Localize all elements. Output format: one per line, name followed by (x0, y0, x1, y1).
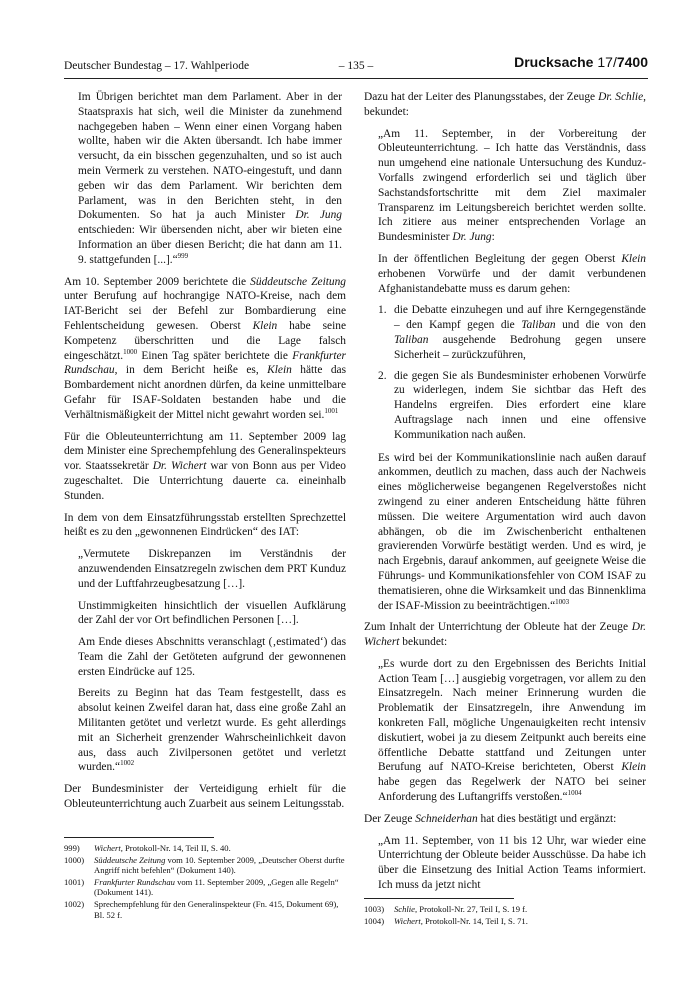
quote-paragraph: Bereits zu Beginn hat das Team festgestellt, dass es absolut keinen Zweifel daran hat, dass eine große Zahl an Militanten getötet und verletzt wurde. Es geht allerdings mit an Sicherheit grenzender Wahrscheinlichkeit davon aus, dass auch Zivilpersonen getötet und verletzt wurden.“$^{1002}$ (78, 687, 346, 774)
quote-paragraph: In der öffentlichen Begleitung der gegen Oberst Klein erhobenen Vorwürfe und der damit verbundenen Afghanistandebatte muss es darum gehen: (378, 252, 646, 295)
paragraph: Für die Obleuteunterrichtung am 11. September 2009 lag dem Minister eine Sprechempfehlung des Generalinspekteurs vor. Staatssekretär Dr. Wichert war von Bonn aus per Video zugeschaltet. Die Unterrichtung dauerte ca. eineinhalb Stunden. (64, 430, 346, 502)
paragraph: Zum Inhalt der Unterrichtung der Obleute hat der Zeuge Dr. Wichert bekundet: (364, 621, 646, 649)
footnote: 1000) Süddeutsche Zeitung vom 10. September 2009, „Deutscher Oberst durfte Angriff nicht befehlen“ (Dokument 140). (64, 854, 345, 876)
page-header (64, 54, 648, 78)
quote-paragraph: „Vermutete Diskrepanzen im Verständnis der anzuwendenden Einsatzregeln zwischen dem PRT Kunduz und der Luftfahrzeugbesatzung […]. (78, 548, 346, 590)
paragraph: Der Zeuge Schneiderhan hat dies bestätigt und ergänzt: (364, 812, 617, 825)
quote-paragraph: Am Ende dieses Abschnitts veranschlagt (‚estimated‘) das Team die Zahl der Getöteten aufgrund der gewonnenen ersten Eindrücke auf 125. (78, 636, 346, 678)
footnote: 1001) Frankfurter Rundschau vom 11. September 2009, „Gegen alle Regeln“ (Dokument 141). (64, 876, 339, 898)
footnote: 1002) Sprechempfehlung für den Generalinspekteur (Fn. 415, Dokument 69), Bl. 52 f. (64, 898, 339, 920)
footnote-ref: 999 (177, 251, 189, 260)
footnote-ref: 1004 (567, 789, 582, 798)
paragraph: Am 10. September 2009 berichtete die Süddeutsche Zeitung unter Berufung auf hochrangige NATO-Kreise, nach dem IAT-Bericht sei der Befehl zur Bombardierung eine Fehlentscheidung gewesen. Oberst Klein habe seine Kompetenz überschritten und die Lage falsch eingeschätzt.$^{1000}$ Einen Tag später berichtete die Frankfurter Rundschau, in dem Bericht heiße es, Klein hätte das Bombardement nicht anordnen dürfen, da keine unmittelbare Gefahr für ISAF-Soldaten bestanden habe und die Verhältnismäßigkeit der Mittel nicht gewahrt worden sei.$^{1001}$ (64, 275, 347, 421)
paragraph: Der Bundesminister der Verteidigung erhielt für die Obleuteunterrichtung auch Zuarbeit aus seinem Leitungsstab. (64, 783, 346, 811)
drucksache-num-a: 17/ (597, 54, 617, 70)
quote-paragraph: „Am 11. September, in der Vorbereitung der Obleuteunterrichtung. – Ich hatte das Verständnis, dass nun umgehend eine nationale Untersuchung des Kunduz-Vorfalls zwingend erforderlich sei und täglich über Sachstandsfortschritte mit dem Ziel maximaler Transparenz im Leitungsbereich berichtet werden sollte. Ich zitiere aus meiner entsprechenden Vorlage an Bundesminister Dr. Jung: (378, 127, 646, 244)
footnote: 999) Wichert, Protokoll-Nr. 14, Teil II, S. 40. (64, 843, 231, 853)
list-item: 1. die Debatte einzuhegen und auf ihre Kerngegenstände – den Kampf gegen die Taliban und die von den Taliban ausgehende Bedrohung gegen unsere Sicherheit – zurückzuführen, (378, 304, 646, 361)
quote-paragraph: Unstimmigkeiten hinsichtlich der visuellen Aufklärung der Zahl der vor Ort befindlichen Personen […]. (78, 599, 346, 627)
footnote-rule (64, 837, 214, 838)
paragraph: Dazu hat der Leiter des Planungsstabes, der Zeuge Dr. Schlie, bekundet: (364, 91, 646, 118)
footnote-rule (364, 898, 514, 899)
quote-paragraph: Im Übrigen berichtet man dem Parlament. Aber in der Staatspraxis hat sich, weil die Minister da zunehmend nachgegeben haben – Wenn einer einen Vorgang haben wollte, haben wir die Akten übersandt. Ich habe immer versucht, da ein bisschen gegenzuhalten, und so ist auch mein Vermerk zu verstehen. NATO-eingestuft, und dann geben wir das dem Parlament. Wir berichten dem Parlament, was in den Berichten steht, in den Dokumenten. So hat ja auch Minister Dr. Jung entschieden: Wir übersenden nicht, aber wir bieten eine Information an über diesen Bericht; die hat dann am 11. 9. stattgefunden [...].“$^{999}$ (78, 91, 342, 266)
footnote-ref: 1001 (324, 406, 339, 415)
header-rule (64, 78, 648, 79)
page-number: – 135 – (338, 60, 374, 72)
left-column (64, 90, 346, 819)
footnote-ref: 1002 (120, 759, 135, 768)
drucksache-label: Drucksache (514, 54, 594, 70)
document-number (514, 54, 648, 70)
right-column (364, 90, 646, 900)
quote-paragraph: „Am 11. September, von 11 bis 12 Uhr, war wieder eine Unterrichtung der Obleute beider Ausschüsse. Da habe ich über die Einsetzung des Initial Action Teams informiert. Ich muss da jetzt nicht (378, 834, 646, 892)
paragraph: In dem von dem Einsatzführungsstab erstellten Sprechzettel heißt es zu den „gewonnenen Eindrücken“ des IAT: (64, 511, 346, 539)
left-footnotes (64, 843, 346, 921)
drucksache-num-b: 7400 (616, 54, 648, 70)
right-footnotes (364, 904, 646, 927)
footnote: 1003) Schlie, Protokoll-Nr. 27, Teil I, S. 19 f. (364, 904, 528, 914)
header-left: Deutscher Bundestag – 17. Wahlperiode (64, 60, 250, 72)
numbered-list (364, 303, 646, 442)
quote-paragraph: Es wird bei der Kommunikationslinie nach außen darauf ankommen, deutlich zu machen, dass auch der Nachweis eines möglicherweise begangenen Regelverstoßes nicht zwingend zu einer anderen Entscheidung hätte führen müssen. Die weitere Argumentation wird auch davon abhängen, ob die im Zwischenbericht enthaltenen gravierenden Vorwürfe bestätigt werden. Und es wird, je nach Ergebnis, darauf ankommen, auf geeignete Weise die Führungs- und Kommunikationsfehler von COM ISAF zu thematisieren, ohne die Wirksamkeit und das Binnenklima der ISAF-Mission zu beeinträchtigen.“$^{1003}$ (378, 451, 646, 612)
footnote-ref: 1003 (555, 597, 570, 606)
quote-paragraph: „Es wurde dort zu den Ergebnissen des Berichts Initial Action Team […] ausgiebig vorgetragen, vor allem zu den Einsatzregeln. Nach meiner Erinnerung wurden die Problematik der Einsatzregeln, ihre Anwendung im konkreten Fall, mögliche Ungenauigkeiten recht intensiv diskutiert, wobei ja zu diesem Zeitpunkt auch bereits eine öffentliche Debatte stattfand und Zeitungen unter Berufung auf NATO-Kreise berichteten, Oberst Klein habe gegen das Regelwerk der NATO bei seiner Anforderung des Luftangriffs verstoßen.“$^{1004}$ (378, 657, 646, 804)
list-item: 2. die gegen Sie als Bundesminister erhobenen Vorwürfe zu widerlegen, indem Sie sichtbar das Heft des Handelns ergreifen. Dies erfordert eine klare Auftragslage nach innen und eine offensive Kommunikation nach außen. (378, 369, 646, 441)
footnote-ref: 1000 (123, 347, 138, 356)
footnote: 1004) Wichert, Protokoll-Nr. 14, Teil I, S. 71. (364, 915, 528, 926)
